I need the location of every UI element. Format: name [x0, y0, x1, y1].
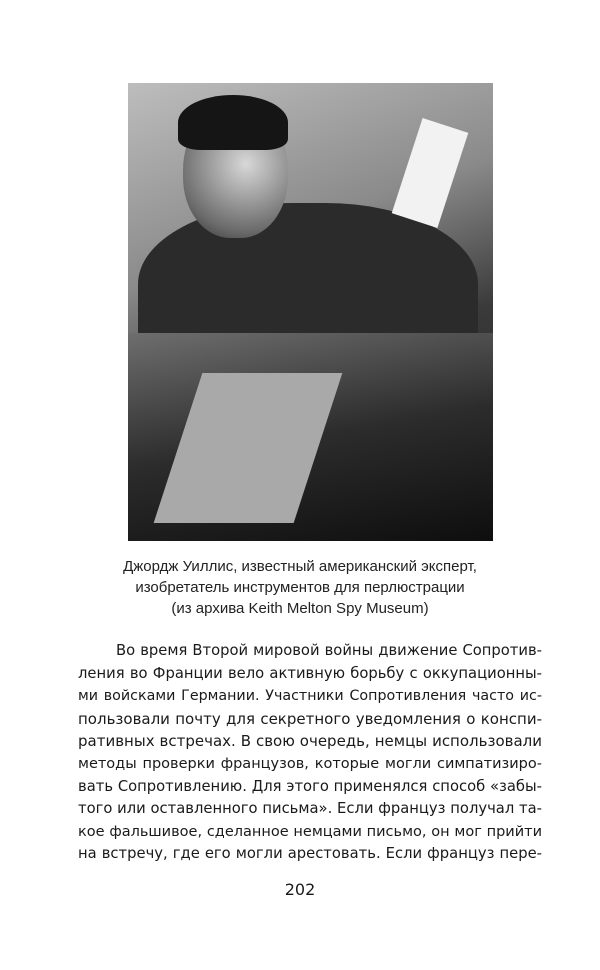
text-line: ми войсками Германии. Участники Сопротивления часто ис-: [78, 688, 542, 705]
caption-line: (из архива Keith Melton Spy Museum): [171, 600, 429, 617]
page-number: 202: [284, 880, 316, 899]
text-line: пользовали почту для секретного уведомления о конспи-: [78, 709, 542, 728]
text-line: Во время Второй мировой войны движение Сопротив-: [116, 642, 542, 659]
photo-letter: [392, 118, 469, 228]
text-line: кое фальшивое, сделанное немцами письмо, он мог прийти: [78, 823, 542, 840]
text-line: методы проверки французов, которые могли симпатизиро-: [78, 755, 542, 772]
figure-caption: [100, 556, 500, 619]
text-line: ративных встречах. В свою очередь, немцы использовали: [78, 732, 542, 751]
text-line: вать Сопротивлению. Для этого применялся способ «забы-: [78, 777, 542, 795]
photo-hair: [178, 95, 288, 150]
body-text: [78, 640, 542, 866]
text-line: на встречу, где его могли арестовать. Если француз пере-: [78, 845, 542, 863]
photo-george-willis: [128, 83, 493, 541]
text-line: ления во Франции вело активную борьбу с оккупационны-: [78, 664, 542, 682]
caption-line: Джордж Уиллис, известный американский эксперт,: [123, 558, 477, 575]
text-line: того или оставленного письма». Если француз получал та-: [78, 800, 542, 818]
caption-line: изобретатель инструментов для перлюстрации: [135, 579, 465, 596]
